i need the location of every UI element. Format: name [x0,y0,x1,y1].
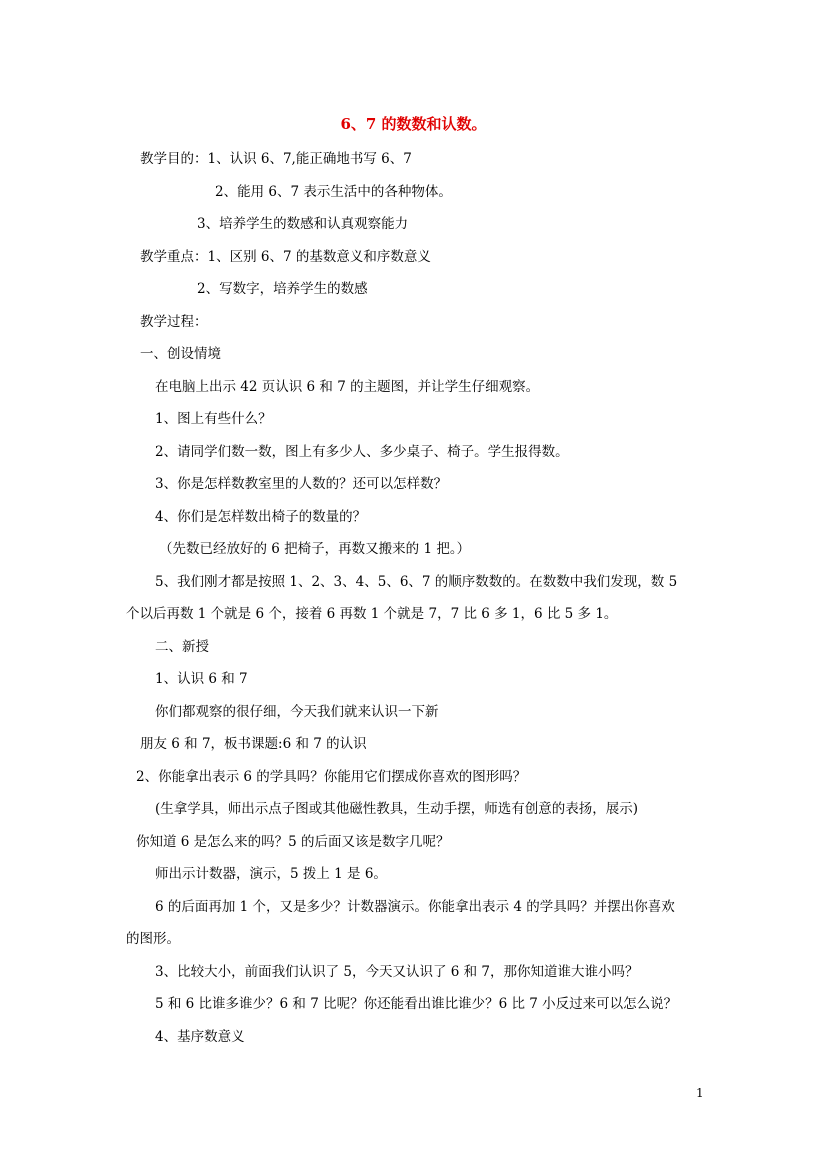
section2-part1-line-2: 朋友 6 和 7，板书课题:6 和 7 的认识 [140,736,367,752]
section2-part2-line-3: 你知道 6 是怎么来的吗？5 的后面又该是数字几呢？ [136,834,450,850]
section1-question-3: 3、你是怎样数教室里的人数的？还可以怎样数？ [155,476,448,492]
section2-heading: 二、新授 [155,639,209,655]
objectives-line-1: 教学目的：1、认识 6、7,能正确地书写 6、7 [140,151,412,167]
section1-question-5-line-2: 个以后再数 1 个就是 6 个，接着 6 再数 1 个就是 7，7 比 6 多 1，6 比 5 多 1。 [126,606,618,622]
section1-question-5-line-1: 5、我们刚才都是按照 1、2、3、4、5、6、7 的顺序数数的。在数数中我们发现，数 5 [155,574,678,590]
section1-question-1: 1、图上有些什么？ [155,411,272,427]
section1-question-4-note: （先数已经放好的 6 把椅子，再数又搬来的 1 把。） [159,541,471,557]
section2-part2-line-2: (生拿学具，师出示点子图或其他磁性教具，生动手摆，师选有创意的表扬，展示) [155,801,639,817]
page-number: 1 [696,1086,704,1100]
section1-intro: 在电脑上出示 42 页认识 6 和 7 的主题图，并让学生仔细观察。 [155,379,540,395]
section2-part4-heading: 4、基序数意义 [155,1029,245,1045]
key-points-line-2: 2、写数字，培养学生的数感 [197,281,368,297]
section2-part3-line-2: 5 和 6 比谁多谁少？6 和 7 比呢？你还能看出谁比谁少？6 比 7 小反过来可以怎么说？ [155,996,678,1012]
objectives-line-2: 2、能用 6、7 表示生活中的各种物体。 [215,184,452,200]
section2-part1-heading: 1、认识 6 和 7 [155,671,248,687]
section2-part3-line-1: 3、比较大小，前面我们认识了 5，今天又认识了 6 和 7，那你知道谁大谁小吗？ [155,964,639,980]
process-heading: 教学过程： [140,314,208,330]
section2-part1-line-1: 你们都观察的很仔细，今天我们就来认识一下新 [155,704,439,720]
section1-question-4: 4、你们是怎样数出椅子的数量的？ [155,509,367,525]
section2-part2-line-5: 6 的后面再加 1 个，又是多少？计数器演示。你能拿出表示 4 的学具吗？并摆出你喜欢 [155,899,675,915]
section1-question-2: 2、请同学们数一数，图上有多少人、多少桌子、椅子。学生报得数。 [155,444,569,460]
section2-part2-line-6: 的图形。 [126,931,180,947]
objectives-line-3: 3、培养学生的数感和认真观察能力 [197,216,409,232]
section2-part2-line-1: 2、你能拿出表示 6 的学具吗？你能用它们摆成你喜欢的图形吗？ [136,769,527,785]
key-points-line-1: 教学重点：1、区别 6、7 的基数意义和序数意义 [140,249,431,265]
document-title: 6、7 的数数和认数。 [340,115,487,133]
section1-heading: 一、创设情境 [140,346,221,362]
section2-part2-line-4: 师出示计数器，演示，5 拨上 1 是 6。 [155,866,387,882]
